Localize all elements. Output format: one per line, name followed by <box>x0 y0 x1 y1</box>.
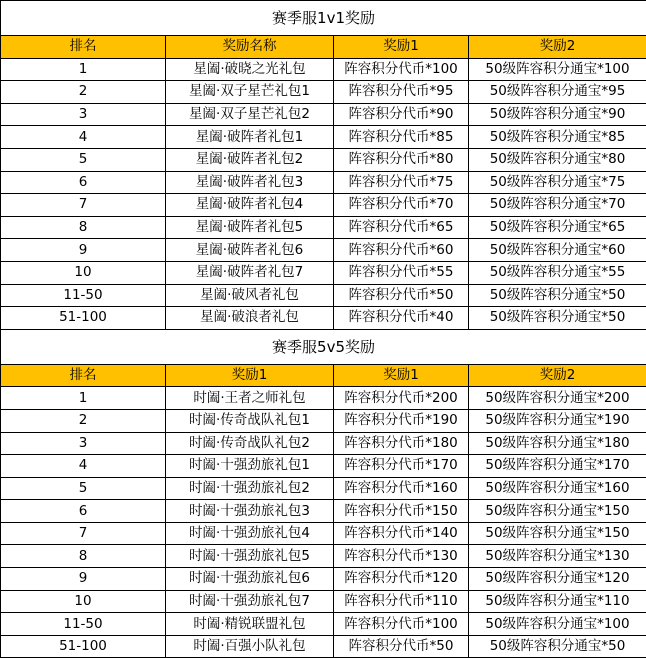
table-row <box>1 239 646 262</box>
table-cell: 阵容积分代币*100 <box>334 58 469 81</box>
table-cell: 6 <box>1 500 166 523</box>
table-cell: 7 <box>1 194 166 217</box>
table-cell: 阵容积分代币*80 <box>334 148 469 171</box>
table-cell: 3 <box>1 432 166 455</box>
table-cell: 4 <box>1 455 166 478</box>
column-header: 奖励1 <box>334 36 469 59</box>
table-cell: 50级阵容积分通宝*170 <box>469 455 646 478</box>
table-cell: 阵容积分代币*50 <box>334 284 469 307</box>
column-header: 奖励名称 <box>166 36 334 59</box>
table-row <box>1 148 646 171</box>
table-cell: 50级阵容积分通宝*160 <box>469 477 646 500</box>
table-cell: 9 <box>1 239 166 262</box>
table-cell: 50级阵容积分通宝*110 <box>469 590 646 613</box>
table-cell: 时阖·传奇战队礼包1 <box>166 409 334 432</box>
table-cell: 50级阵容积分通宝*55 <box>469 261 646 284</box>
section-title-row <box>1 1 646 36</box>
header-row <box>1 36 646 59</box>
table-cell: 50级阵容积分通宝*180 <box>469 432 646 455</box>
table-cell: 50级阵容积分通宝*80 <box>469 148 646 171</box>
table-cell: 11-50 <box>1 613 166 636</box>
table-cell: 50级阵容积分通宝*60 <box>469 239 646 262</box>
table-cell: 时阖·百强小队礼包 <box>166 635 334 658</box>
table-row <box>1 522 646 545</box>
table-row <box>1 568 646 591</box>
section-title: 赛季服5v5奖励 <box>1 329 646 364</box>
table-cell: 50级阵容积分通宝*150 <box>469 500 646 523</box>
table-row <box>1 81 646 104</box>
table-cell: 阵容积分代币*150 <box>334 500 469 523</box>
table-cell: 时阖·王者之师礼包 <box>166 387 334 410</box>
table-cell: 星阖·破阵者礼包5 <box>166 216 334 239</box>
table-row <box>1 455 646 478</box>
table-cell: 50级阵容积分通宝*190 <box>469 409 646 432</box>
table-row <box>1 194 646 217</box>
table-row <box>1 58 646 81</box>
section-title: 赛季服1v1奖励 <box>1 1 646 36</box>
table-cell: 阵容积分代币*200 <box>334 387 469 410</box>
table-cell: 2 <box>1 409 166 432</box>
table-cell: 阵容积分代币*90 <box>334 103 469 126</box>
table-cell: 5 <box>1 477 166 500</box>
table-cell: 阵容积分代币*130 <box>334 545 469 568</box>
table-cell: 星阖·破晓之光礼包 <box>166 58 334 81</box>
table-cell: 8 <box>1 545 166 568</box>
table-cell: 阵容积分代币*70 <box>334 194 469 217</box>
table-cell: 阵容积分代币*140 <box>334 522 469 545</box>
table-cell: 5 <box>1 148 166 171</box>
table-cell: 时阖·十强劲旅礼包3 <box>166 500 334 523</box>
table-cell: 50级阵容积分通宝*100 <box>469 613 646 636</box>
table-row <box>1 261 646 284</box>
table-row <box>1 590 646 613</box>
table-row <box>1 284 646 307</box>
table-cell: 1 <box>1 58 166 81</box>
table-cell: 时阖·十强劲旅礼包5 <box>166 545 334 568</box>
table-cell: 时阖·十强劲旅礼包2 <box>166 477 334 500</box>
table-cell: 时阖·十强劲旅礼包6 <box>166 568 334 591</box>
section-title-row <box>1 329 646 364</box>
table-cell: 阵容积分代币*190 <box>334 409 469 432</box>
table-cell: 阵容积分代币*65 <box>334 216 469 239</box>
table-cell: 星阖·双子星芒礼包2 <box>166 103 334 126</box>
table-row <box>1 545 646 568</box>
table-row <box>1 103 646 126</box>
table-cell: 4 <box>1 126 166 149</box>
table-cell: 6 <box>1 171 166 194</box>
table-row <box>1 432 646 455</box>
table-cell: 星阖·破阵者礼包1 <box>166 126 334 149</box>
table-row <box>1 613 646 636</box>
table-row <box>1 126 646 149</box>
table-cell: 阵容积分代币*55 <box>334 261 469 284</box>
table-row <box>1 216 646 239</box>
table-cell: 50级阵容积分通宝*90 <box>469 103 646 126</box>
table-cell: 阵容积分代币*75 <box>334 171 469 194</box>
table-row <box>1 307 646 330</box>
table-cell: 1 <box>1 387 166 410</box>
table-cell: 阵容积分代币*50 <box>334 635 469 658</box>
table-cell: 阵容积分代币*85 <box>334 126 469 149</box>
table-row <box>1 409 646 432</box>
table-cell: 阵容积分代币*100 <box>334 613 469 636</box>
table-cell: 时阖·十强劲旅礼包7 <box>166 590 334 613</box>
table-cell: 星阖·破阵者礼包4 <box>166 194 334 217</box>
table-cell: 50级阵容积分通宝*120 <box>469 568 646 591</box>
column-header: 排名 <box>1 364 166 387</box>
table-cell: 10 <box>1 261 166 284</box>
table-cell: 星阖·破阵者礼包2 <box>166 148 334 171</box>
table-row <box>1 171 646 194</box>
table-cell: 8 <box>1 216 166 239</box>
table-cell: 50级阵容积分通宝*50 <box>469 284 646 307</box>
column-header: 奖励2 <box>469 36 646 59</box>
table-cell: 星阖·破浪者礼包 <box>166 307 334 330</box>
table-cell: 阵容积分代币*60 <box>334 239 469 262</box>
table-cell: 时阖·十强劲旅礼包1 <box>166 455 334 478</box>
table-cell: 星阖·破阵者礼包7 <box>166 261 334 284</box>
table-cell: 阵容积分代币*95 <box>334 81 469 104</box>
table-cell: 阵容积分代币*40 <box>334 307 469 330</box>
column-header: 奖励1 <box>166 364 334 387</box>
table-cell: 50级阵容积分通宝*200 <box>469 387 646 410</box>
table-cell: 阵容积分代币*120 <box>334 568 469 591</box>
table-cell: 星阖·破阵者礼包6 <box>166 239 334 262</box>
table-cell: 时阖·传奇战队礼包2 <box>166 432 334 455</box>
table-cell: 50级阵容积分通宝*50 <box>469 635 646 658</box>
table-cell: 50级阵容积分通宝*130 <box>469 545 646 568</box>
table-row <box>1 500 646 523</box>
table-cell: 11-50 <box>1 284 166 307</box>
table-cell: 50级阵容积分通宝*75 <box>469 171 646 194</box>
table-cell: 51-100 <box>1 635 166 658</box>
table-cell: 50级阵容积分通宝*70 <box>469 194 646 217</box>
table-row <box>1 387 646 410</box>
table-cell: 阵容积分代币*180 <box>334 432 469 455</box>
table-cell: 星阖·破阵者礼包3 <box>166 171 334 194</box>
table-cell: 阵容积分代币*160 <box>334 477 469 500</box>
table-cell: 阵容积分代币*110 <box>334 590 469 613</box>
table-cell: 星阖·双子星芒礼包1 <box>166 81 334 104</box>
table-cell: 3 <box>1 103 166 126</box>
table-cell: 50级阵容积分通宝*95 <box>469 81 646 104</box>
table-cell: 50级阵容积分通宝*100 <box>469 58 646 81</box>
table-cell: 50级阵容积分通宝*150 <box>469 522 646 545</box>
table-cell: 阵容积分代币*170 <box>334 455 469 478</box>
column-header: 奖励2 <box>469 364 646 387</box>
table-cell: 时阖·精锐联盟礼包 <box>166 613 334 636</box>
table-cell: 9 <box>1 568 166 591</box>
table-cell: 星阖·破风者礼包 <box>166 284 334 307</box>
table-cell: 50级阵容积分通宝*85 <box>469 126 646 149</box>
table-cell: 50级阵容积分通宝*50 <box>469 307 646 330</box>
table-cell: 7 <box>1 522 166 545</box>
table-cell: 时阖·十强劲旅礼包4 <box>166 522 334 545</box>
table-cell: 2 <box>1 81 166 104</box>
table-cell: 51-100 <box>1 307 166 330</box>
table-cell: 50级阵容积分通宝*65 <box>469 216 646 239</box>
column-header: 排名 <box>1 36 166 59</box>
table-cell: 10 <box>1 590 166 613</box>
header-row <box>1 364 646 387</box>
column-header: 奖励1 <box>334 364 469 387</box>
table-row <box>1 477 646 500</box>
